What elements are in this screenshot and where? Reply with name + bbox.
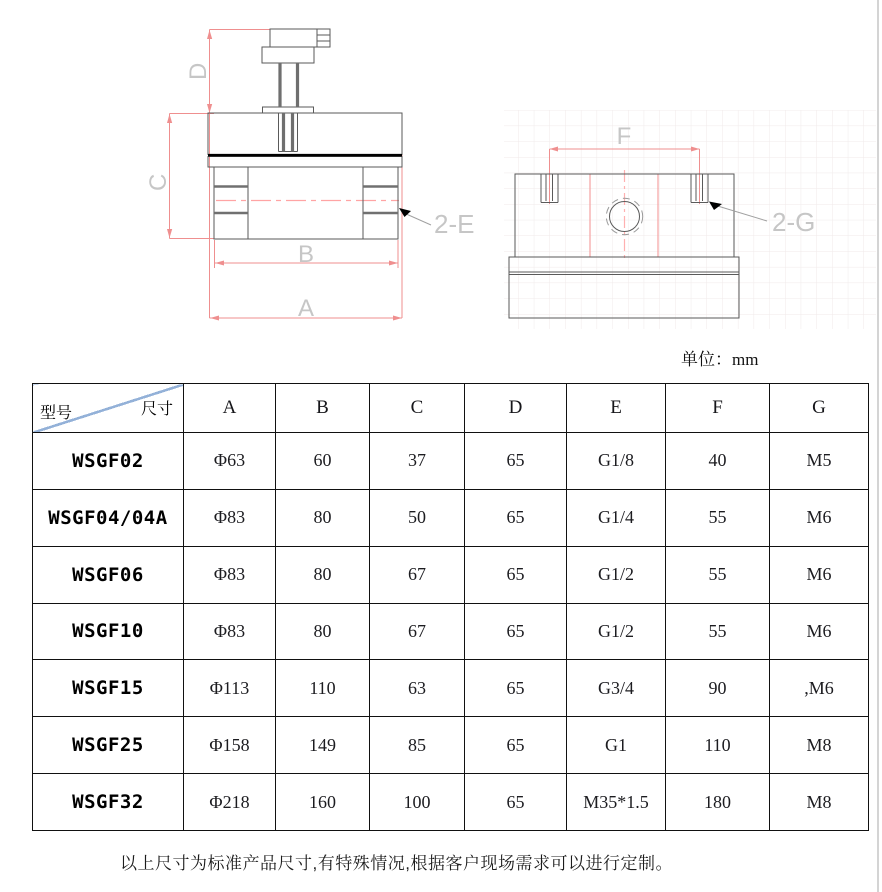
value-cell: M8 — [770, 717, 869, 774]
value-cell: Φ83 — [184, 546, 276, 603]
model-cell: WSGF10 — [33, 603, 184, 660]
value-cell: 60 — [276, 433, 370, 490]
value-cell: M5 — [770, 433, 869, 490]
table-row — [33, 603, 869, 660]
knob-collar-top — [262, 47, 314, 63]
callout-label-2e: 2-E — [434, 209, 475, 239]
value-cell: G1/2 — [567, 603, 666, 660]
value-cell: M35*1.5 — [567, 774, 666, 831]
value-cell: M6 — [770, 546, 869, 603]
dimension-spec-table — [32, 383, 869, 831]
value-cell: 50 — [370, 489, 465, 546]
value-cell: 37 — [370, 433, 465, 490]
value-cell: 65 — [465, 603, 567, 660]
table-row — [33, 433, 869, 490]
housing-flange — [208, 157, 402, 168]
value-cell: 40 — [666, 433, 770, 490]
value-cell: Φ158 — [184, 717, 276, 774]
table-row — [33, 774, 869, 831]
dim-label-b: B — [297, 241, 315, 268]
page-edge-line — [877, 0, 879, 892]
value-cell: 55 — [666, 546, 770, 603]
footnote: 以上尺寸为标准产品尺寸,有特殊情况,根据客户现场需求可以进行定制。 — [120, 854, 673, 873]
value-cell: 90 — [666, 660, 770, 717]
unit-label: 单位： — [681, 350, 732, 369]
value-cell: ,M6 — [770, 660, 869, 717]
corner-model-label: 型号 — [40, 405, 73, 422]
model-cell: WSGF15 — [33, 660, 184, 717]
table-row — [33, 717, 869, 774]
model-cell: WSGF04/04A — [33, 489, 184, 546]
top-view-drawing — [504, 110, 876, 329]
value-cell: M8 — [770, 774, 869, 831]
value-cell: G1 — [567, 717, 666, 774]
value-cell: 149 — [276, 717, 370, 774]
value-cell: M6 — [770, 603, 869, 660]
front-view-outline — [208, 29, 402, 239]
value-cell: 110 — [666, 717, 770, 774]
value-cell: 63 — [370, 660, 465, 717]
col-header-f: F — [666, 384, 770, 433]
value-cell: Φ83 — [184, 489, 276, 546]
technical-drawings — [0, 0, 882, 378]
model-cell: WSGF02 — [33, 433, 184, 490]
knob-nut — [317, 29, 330, 47]
model-cell: WSGF06 — [33, 546, 184, 603]
value-cell: 80 — [276, 546, 370, 603]
col-header-c: C — [370, 384, 465, 433]
value-cell: G3/4 — [567, 660, 666, 717]
value-cell: 65 — [465, 546, 567, 603]
front-view-drawing — [145, 29, 474, 322]
header-row — [33, 384, 869, 433]
value-cell: M6 — [770, 489, 869, 546]
unit-annotation — [681, 345, 758, 370]
corner-size-label: 尺寸 — [140, 401, 173, 418]
housing-body — [214, 167, 398, 239]
col-header-d: D — [465, 384, 567, 433]
value-cell: 65 — [465, 717, 567, 774]
value-cell: G1/4 — [567, 489, 666, 546]
value-cell: 160 — [276, 774, 370, 831]
unit-value: mm — [732, 350, 759, 369]
value-cell: 85 — [370, 717, 465, 774]
model-cell: WSGF32 — [33, 774, 184, 831]
value-cell: Φ113 — [184, 660, 276, 717]
value-cell: 180 — [666, 774, 770, 831]
value-cell: 67 — [370, 603, 465, 660]
value-cell: 55 — [666, 489, 770, 546]
col-header-b: B — [276, 384, 370, 433]
dim-label-c: C — [145, 173, 172, 191]
value-cell: 55 — [666, 603, 770, 660]
value-cell: 80 — [276, 603, 370, 660]
corner-header-cell — [33, 384, 184, 433]
port-lines — [214, 187, 398, 214]
value-cell: Φ63 — [184, 433, 276, 490]
value-cell: Φ218 — [184, 774, 276, 831]
housing-cap — [208, 113, 402, 155]
callout-label-2g: 2-G — [772, 207, 816, 237]
value-cell: 65 — [465, 433, 567, 490]
value-cell: G1/2 — [567, 546, 666, 603]
callout-leader-e — [404, 213, 431, 225]
table-row — [33, 546, 869, 603]
value-cell: 80 — [276, 489, 370, 546]
dim-label-a: A — [297, 295, 315, 322]
table-row — [33, 489, 869, 546]
value-cell: 110 — [276, 660, 370, 717]
dim-label-d: D — [185, 62, 212, 80]
table-row — [33, 660, 869, 717]
adjust-knob-head — [270, 29, 317, 47]
value-cell: Φ83 — [184, 603, 276, 660]
value-cell: 100 — [370, 774, 465, 831]
col-header-e: E — [567, 384, 666, 433]
background-grid — [504, 110, 876, 329]
value-cell: 65 — [465, 774, 567, 831]
model-cell: WSGF25 — [33, 717, 184, 774]
col-header-a: A — [184, 384, 276, 433]
col-header-g: G — [770, 384, 869, 433]
value-cell: 65 — [465, 660, 567, 717]
knob-collar-bottom — [263, 107, 314, 113]
value-cell: 65 — [465, 489, 567, 546]
value-cell: 67 — [370, 546, 465, 603]
dim-label-f: F — [616, 123, 632, 150]
value-cell: G1/8 — [567, 433, 666, 490]
